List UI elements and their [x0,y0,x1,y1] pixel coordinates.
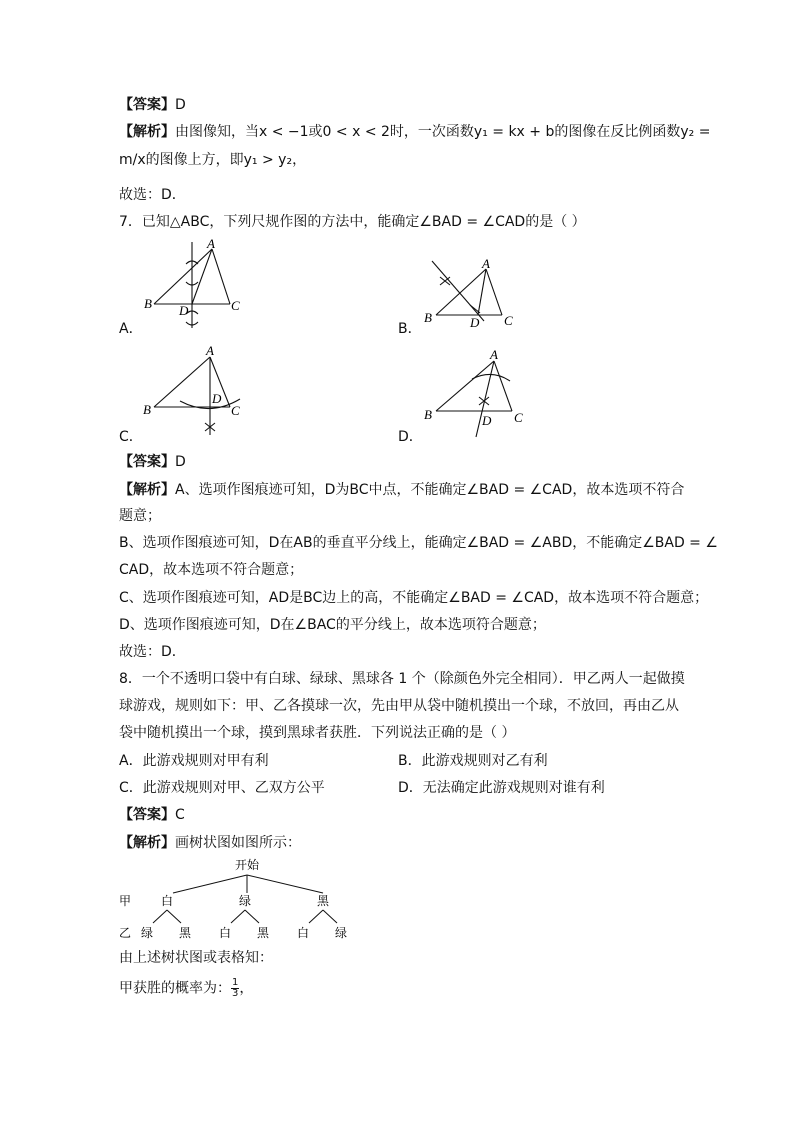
tree-level1-label: 甲 [119,894,132,908]
fig-label-b: B [144,296,152,311]
q8-stem-line1: 8．一个不透明口袋中有白球、绿球、黑球各 1 个（除颜色外完全相同）．甲乙两人一起做摸 [119,671,685,687]
analysis-text: 由图像知，当x < −1或0 < x < 2时，一次函数y₁ = kx + b的图像在反比例函数y₂ = [175,124,711,140]
q6-analysis-line2: m/x的图像上方，即y₁ > y₂， [119,152,307,168]
tree-node: 绿 [239,894,252,908]
fig-label-b: B [143,402,151,417]
q7-analysis-line2: 题意； [119,508,161,524]
figure-d [420,345,530,440]
option-label-b: B． [398,321,422,337]
q7-analysis-line1 [119,480,684,500]
q8-stem-line3: 袋中随机摸出一个球，摸到黑球者获胜．下列说法正确的是（ ） [119,725,516,741]
q8-probability [119,978,253,999]
q7-conclusion: 故选：D． [119,644,186,660]
tree-leaf: 绿 [335,926,348,940]
tree-root: 开始 [235,858,260,872]
fig-label-a: A [207,238,215,251]
answer-value: D [175,454,186,470]
answer-tag: 【答案】 [119,97,175,113]
q8-analysis-intro [119,833,301,853]
fig-label-c: C [231,403,240,418]
option-label-c: C． [119,429,143,445]
analysis-text: A、选项作图痕迹可知，D为BC中点，不能确定∠BAD = ∠CAD，故本选项不符合 [175,482,685,498]
probability-tail: ， [239,980,254,997]
q8-after-tree: 由上述树状图或表格知： [119,950,273,966]
tree-level2-label: 乙 [119,926,132,940]
tree-leaf: 白 [297,926,310,940]
analysis-tag: 【解析】 [119,482,175,498]
q6-analysis-line1 [119,122,710,142]
analysis-tag: 【解析】 [119,124,175,140]
option-label-d: D． [398,429,423,445]
q8-option-a: A．此游戏规则对甲有利 [119,753,269,769]
tree-leaf: 黑 [179,926,192,940]
analysis-tag: 【解析】 [119,835,175,851]
fraction-denominator: 3 [232,988,239,999]
tree-leaf: 绿 [141,926,154,940]
fig-label-a: A [482,256,490,271]
fig-label-d: D [482,413,492,428]
tree-leaf: 白 [219,926,232,940]
q6-answer [119,95,186,115]
fig-label-c: C [514,410,523,425]
tree-node: 黑 [317,894,330,908]
q8-option-c: C．此游戏规则对甲、乙双方公平 [119,780,325,796]
q7-analysis-line3: B、选项作图痕迹可知，D在AB的垂直平分线上，能确定∠BAD = ∠ABD，不能确定∠BAD = ∠ [119,535,718,551]
answer-value: D [175,97,186,113]
q7-analysis-line4: CAD，故本选项不符合题意； [119,562,304,578]
answer-tag: 【答案】 [119,807,175,823]
fig-label-b: B [424,310,432,325]
q8-option-d: D．无法确定此游戏规则对谁有利 [398,780,605,796]
figure-b [420,255,530,335]
answer-tag: 【答案】 [119,454,175,470]
tree-leaf: 黑 [257,926,270,940]
q7-analysis-line5: C、选项作图痕迹可知，AD是BC边上的高，不能确定∠BAD = ∠CAD，故本选项不符合题意； [119,590,709,606]
q7-answer [119,452,186,472]
q8-stem-line2: 球游戏，规则如下：甲、乙各摸球一次，先由甲从袋中随机摸出一个球，不放回，再由乙从 [119,698,679,714]
fig-label-d: D [179,303,189,318]
q7-analysis-line6: D、选项作图痕迹可知，D在∠BAC的平分线上，故本选项符合题意； [119,617,546,633]
q8-answer [119,805,185,825]
option-label-a: A． [119,321,143,337]
tree-diagram [115,855,365,945]
tree-node: 白 [161,894,174,908]
figure-c [140,343,250,438]
fig-label-d: D [470,315,480,330]
fig-label-a: A [206,343,214,358]
q6-conclusion: 故选：D． [119,187,186,203]
q7-stem: 7．已知△ABC，下列尺规作图的方法中，能确定∠BAD = ∠CAD的是（ ） [119,214,586,230]
figure-a [140,238,250,330]
fig-label-c: C [231,298,240,313]
fig-label-c: C [504,313,513,328]
probability-text: 甲获胜的概率为： [119,980,231,997]
fig-label-a: A [490,347,498,362]
q8-option-b: B．此游戏规则对乙有利 [398,753,548,769]
analysis-text: 画树状图如图所示： [175,835,301,851]
answer-value: C [175,807,185,823]
fig-label-d: D [212,391,222,406]
fig-label-b: B [424,407,432,422]
fraction-numerator: 1 [232,977,239,988]
